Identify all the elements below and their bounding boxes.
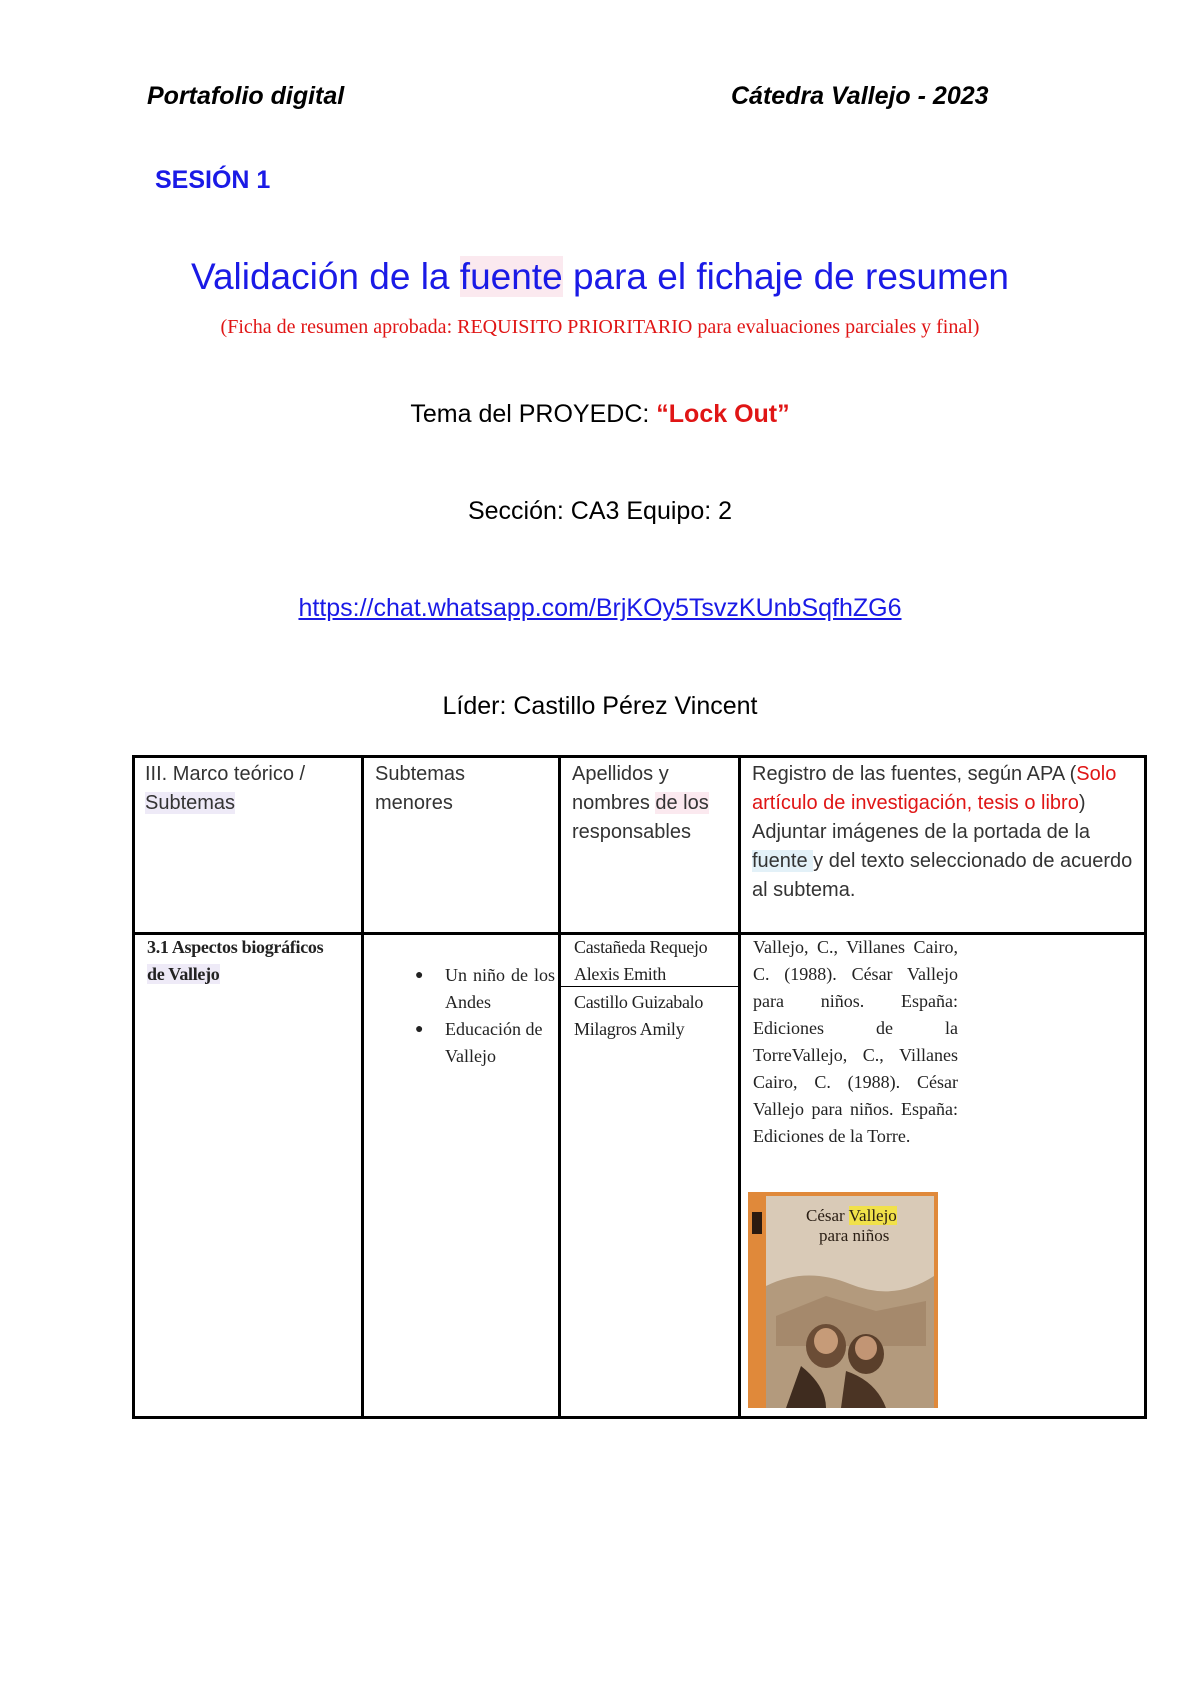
- subtitle: (Ficha de resumen aprobada: REQUISITO PRIORITARIO para evaluaciones parciales y final): [220, 316, 980, 338]
- header-col4-a: Registro de las fuentes, según APA (: [752, 763, 1077, 785]
- subtopics-cell: [405, 962, 555, 1070]
- header-col4-f: y del texto seleccionado de acuerdo al subtema.: [752, 850, 1133, 901]
- subtopics-list: [405, 962, 555, 1070]
- header-right: Cátedra Vallejo - 2023: [731, 82, 989, 110]
- table-right-border: [1144, 755, 1147, 1419]
- topic-num: 3.1: [147, 937, 172, 957]
- header-col3-a: Apellidos y: [572, 763, 669, 785]
- header-col2: Subtemas menores: [375, 763, 466, 814]
- header-col1: [145, 760, 355, 818]
- theme-label: Tema del PROYEDC:: [410, 400, 657, 428]
- title-part2: para el fichaje de resumen: [562, 256, 1009, 297]
- topic-b: de Vallejo: [147, 964, 220, 984]
- header-col4-d: Adjuntar imágenes de la portada de la: [752, 821, 1091, 843]
- col-divider-1: [361, 755, 364, 1419]
- whatsapp-link[interactable]: https://chat.whatsapp.com/BrjKOy5TsvzKUnbSqfhZG6: [298, 594, 902, 622]
- book-cover-inner: [766, 1196, 934, 1408]
- header-col1-b: Subtemas: [145, 792, 236, 814]
- col-divider-3: [738, 755, 741, 1419]
- topic-cell: [147, 934, 362, 988]
- col-divider-2: [558, 755, 561, 1419]
- title-highlight: fuente: [459, 256, 563, 297]
- header-col3-c: de los: [655, 792, 709, 814]
- table-top-border: [132, 755, 1147, 758]
- cover-title-line1: [806, 1206, 897, 1226]
- header-col3: [572, 760, 732, 847]
- section-line: Sección: CA3 Equipo: 2: [467, 497, 733, 525]
- book-cover-image: [748, 1192, 938, 1408]
- header-left: Portafolio digital: [147, 82, 345, 110]
- header-col4-b: Solo artículo de investigación, tesis o libro: [752, 763, 1117, 814]
- table-bottom-border: [132, 1416, 1147, 1419]
- cover-title-line2: para niños: [819, 1226, 890, 1245]
- header-col1-a: III. Marco teórico /: [145, 763, 306, 785]
- title-part1: Validación de la: [191, 256, 460, 297]
- header-col4-c: ): [1078, 792, 1086, 814]
- session-label: SESIÓN 1: [155, 166, 271, 194]
- responsable-1: Castañeda Requejo Alexis Emith: [574, 937, 708, 984]
- header-col3-d: responsables: [572, 821, 691, 843]
- header-col4: [752, 760, 1137, 905]
- reference-text: Vallejo, C., Villanes Cairo, C. (1988). César Vallejo para niños. España: Ediciones de la TorreVallejo, C., Villanes Cairo, C. (1988). César Vallejo para niños. España: Ediciones de la Torre.: [753, 937, 958, 1146]
- page-title: [0, 256, 1200, 298]
- theme-line: [0, 400, 1200, 429]
- leader-line: Líder: Castillo Pérez Vincent: [442, 692, 758, 720]
- cover-title-b: Vallejo: [848, 1206, 897, 1225]
- publisher-logo-icon: [752, 1212, 762, 1234]
- header-col3-b: nombres: [572, 792, 656, 814]
- table-left-border: [132, 755, 135, 1419]
- responsable-2: Castillo Guizabalo Milagros Amily: [574, 992, 704, 1039]
- subtopic-item: ● Un niño de los Andes: [405, 962, 555, 1016]
- cover-title-a: César: [806, 1206, 849, 1225]
- theme-value: “Lock Out”: [656, 400, 790, 428]
- subtopic-item: ● Educación de Vallejo: [405, 1016, 555, 1070]
- topic-a: Aspectos biográficos: [171, 937, 324, 957]
- header-col4-e: fuente: [752, 850, 814, 872]
